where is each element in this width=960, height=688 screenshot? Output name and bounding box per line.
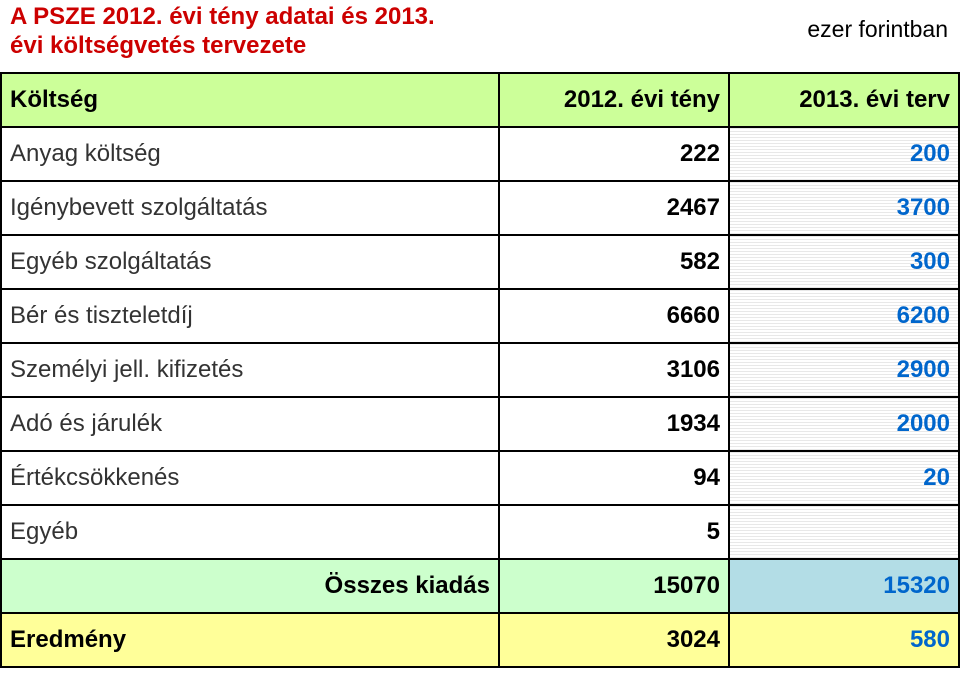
total-row [1,559,959,613]
row-actual-cell: 1934 [499,397,729,451]
row-name-cell: Igénybevett szolgáltatás [1,181,499,235]
table-row [1,505,959,559]
table-row [1,451,959,505]
row-name-cell: Egyéb [1,505,499,559]
row-actual-cell: 582 [499,235,729,289]
title-line-2: évi költségvetés tervezete [10,32,307,59]
column-header-actual: 2012. évi tény [499,73,729,127]
table-row [1,181,959,235]
result-label: Eredmény [1,613,499,667]
row-actual-cell: 5 [499,505,729,559]
row-actual-cell: 94 [499,451,729,505]
total-label: Összes kiadás [1,559,499,613]
row-actual-cell: 2467 [499,181,729,235]
row-actual-cell: 6660 [499,289,729,343]
row-name-cell: Egyéb szolgáltatás [1,235,499,289]
row-name-cell: Anyag költség [1,127,499,181]
row-plan-cell: 2900 [729,343,959,397]
column-header-cost: Költség [1,73,499,127]
row-name-cell: Bér és tiszteletdíj [1,289,499,343]
row-plan-cell: 20 [729,451,959,505]
result-actual: 3024 [499,613,729,667]
row-actual-cell: 3106 [499,343,729,397]
cost-table [0,72,960,668]
row-plan-cell: 200 [729,127,959,181]
row-plan-cell: 2000 [729,397,959,451]
table-row [1,289,959,343]
row-actual-cell: 222 [499,127,729,181]
column-header-plan: 2013. évi terv [729,73,959,127]
row-plan-cell: 300 [729,235,959,289]
total-plan: 15320 [729,559,959,613]
result-row [1,613,959,667]
header-row [1,73,959,127]
row-plan-cell [729,505,959,559]
row-name-cell: Személyi jell. kifizetés [1,343,499,397]
page-title [10,2,435,60]
table-row [1,397,959,451]
total-actual: 15070 [499,559,729,613]
row-plan-cell: 6200 [729,289,959,343]
table-row [1,127,959,181]
result-plan: 580 [729,613,959,667]
table-row [1,343,959,397]
table-row [1,235,959,289]
row-plan-cell: 3700 [729,181,959,235]
unit-label: ezer forintban [807,16,948,42]
title-line-1: A PSZE 2012. évi tény adatai és 2013. [10,3,435,30]
row-name-cell: Értékcsökkenés [1,451,499,505]
row-name-cell: Adó és járulék [1,397,499,451]
